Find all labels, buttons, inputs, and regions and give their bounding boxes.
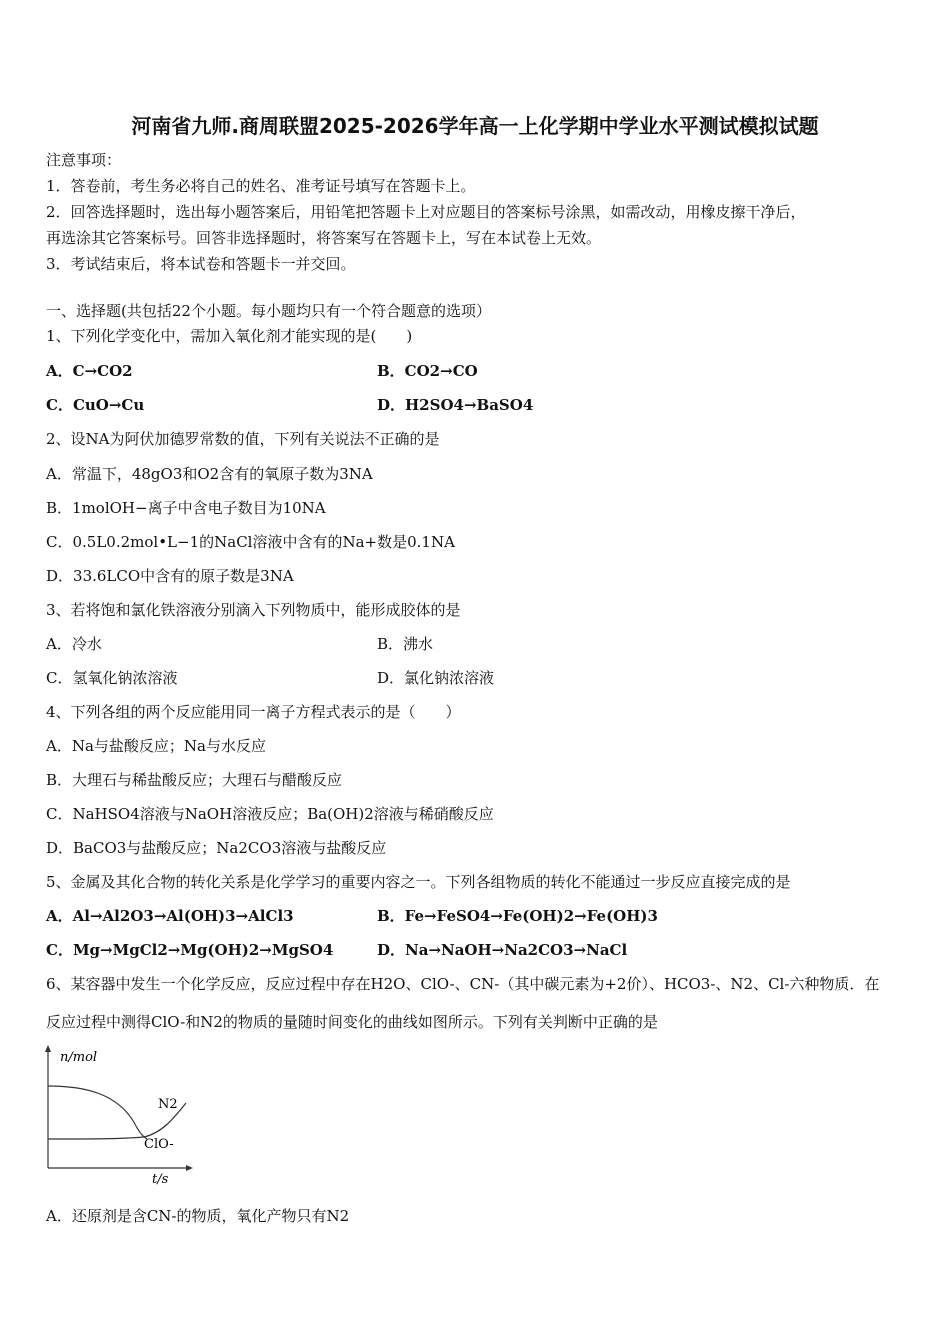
q6-stem-line1: 6、某容器中发生一个化学反应，反应过程中存在H2O、ClO-、CN-（其中碳元素为+2价）、HCO3-、N2、Cl-六种物质．在 — [46, 975, 880, 993]
q4-option-d: D．BaCO3与盐酸反应；Na2CO3溶液与盐酸反应 — [46, 839, 387, 857]
x-axis-label: t/s — [152, 1172, 169, 1187]
n-t-graph — [44, 1043, 194, 1188]
q2-option-a: A．常温下，48gO3和O2含有的氧原子数为3NA — [46, 465, 373, 483]
q1-option-a: A．C→CO2 — [46, 362, 133, 380]
q5-option-d: D．Na→NaOH→Na2CO3→NaCl — [377, 941, 628, 959]
y-axis-label: n/mol — [60, 1050, 98, 1065]
q3-option-a: A．冷水 — [46, 635, 102, 653]
q5-option-a: A．Al→Al2O3→Al(OH)3→AlCl3 — [46, 907, 294, 925]
q3-option-d: D．氯化钠浓溶液 — [377, 669, 495, 687]
q5-stem: 5、金属及其化合物的转化关系是化学学习的重要内容之一。下列各组物质的转化不能通过一步反应直接完成的是 — [46, 873, 791, 891]
q6-figure — [44, 1043, 194, 1188]
q2-option-d: D．33.6LCO中含有的原子数是3NA — [46, 567, 294, 585]
q5-option-c: C．Mg→MgCl2→Mg(OH)2→MgSO4 — [46, 941, 334, 959]
q1-option-c: C．CuO→Cu — [46, 396, 145, 414]
q4-stem: 4、下列各组的两个反应能用同一离子方程式表示的是（ ） — [46, 703, 461, 721]
notice-heading: 注意事项： — [46, 151, 122, 169]
page-title: 河南省九师.商周联盟2025-2026学年高一上化学期中学业水平测试模拟试题 — [131, 114, 819, 138]
q3-option-b: B．沸水 — [377, 635, 434, 653]
notice-item-3: 3．考试结束后，将本试卷和答题卡一并交回。 — [46, 255, 356, 273]
q4-option-b: B．大理石与稀盐酸反应；大理石与醋酸反应 — [46, 771, 343, 789]
n2-curve-label: N2 — [158, 1097, 178, 1112]
q2-option-c: C．0.5L0.2mol•L−1的NaCl溶液中含有的Na+数是0.1NA — [46, 533, 455, 551]
q1-stem: 1、下列化学变化中，需加入氧化剂才能实现的是( ) — [46, 327, 413, 345]
notice-item-2-cont: 再选涂其它答案标号。回答非选择题时，将答案写在答题卡上，写在本试卷上无效。 — [46, 229, 602, 247]
y-axis-arrow — [45, 1045, 51, 1052]
clo-curve-label: ClO- — [144, 1137, 174, 1152]
q4-option-c: C．NaHSO4溶液与NaOH溶液反应；Ba(OH)2溶液与稀硝酸反应 — [46, 805, 494, 823]
q2-option-b: B．1molOH−离子中含电子数目为10NA — [46, 499, 326, 517]
notice-item-2: 2．回答选择题时，选出每小题答案后，用铅笔把答题卡上对应题目的答案标号涂黑，如需改动，用橡皮擦干净后， — [46, 203, 806, 221]
clo-curve — [48, 1086, 147, 1139]
q1-option-b: B．CO2→CO — [377, 362, 478, 380]
q1-option-d: D．H2SO4→BaSO4 — [377, 396, 534, 414]
q6-option-a: A．还原剂是含CN-的物质，氧化产物只有N2 — [46, 1207, 350, 1225]
q3-option-c: C．氢氧化钠浓溶液 — [46, 669, 178, 687]
q6-stem-line2: 反应过程中测得ClO-和N2的物质的量随时间变化的曲线如图所示。下列有关判断中正确的是 — [46, 1013, 658, 1031]
x-axis-arrow — [186, 1165, 193, 1171]
section-heading: 一、选择题(共包括22个小题。每小题均只有一个符合题意的选项） — [46, 302, 491, 320]
q4-option-a: A．Na与盐酸反应；Na与水反应 — [46, 737, 266, 755]
q3-stem: 3、若将饱和氯化铁溶液分别滴入下列物质中，能形成胶体的是 — [46, 601, 461, 619]
q5-option-b: B．Fe→FeSO4→Fe(OH)2→Fe(OH)3 — [377, 907, 658, 925]
notice-item-1: 1．答卷前，考生务必将自己的姓名、准考证号填写在答题卡上。 — [46, 177, 476, 195]
q2-stem: 2、设NA为阿伏加德罗常数的值，下列有关说法不正确的是 — [46, 430, 440, 448]
